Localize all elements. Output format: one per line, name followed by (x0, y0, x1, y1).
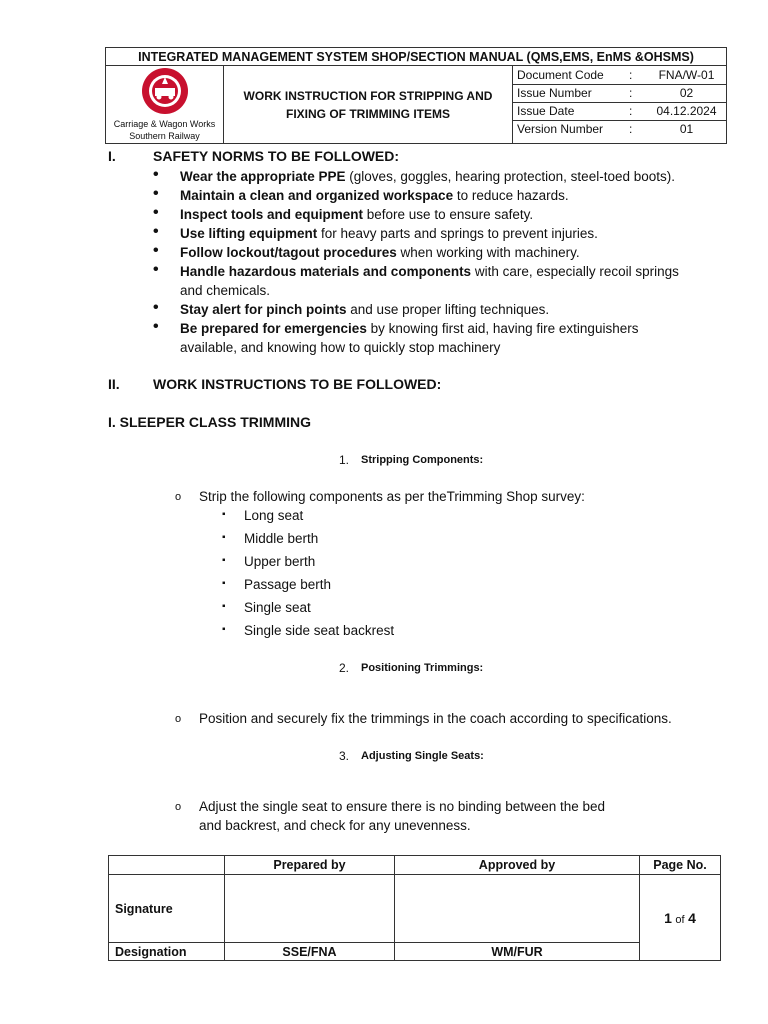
row-designation-label: Designation (109, 943, 225, 961)
document-title-line1: WORK INSTRUCTION FOR STRIPPING AND (243, 88, 493, 103)
square-bullet-icon: ▪ (222, 532, 226, 543)
safety-item-continuation: available, and knowing how to quickly stop machinery (180, 340, 501, 355)
col-prepared-by: Prepared by (225, 856, 395, 875)
section2-number: II. (108, 376, 120, 392)
safety-item (180, 224, 598, 243)
section1-number: I. (108, 148, 116, 164)
prepared-signature (225, 875, 395, 943)
step3-text-line2: and backrest, and check for any unevenness. (199, 818, 471, 833)
safety-item-text: with care, especially recoil springs (471, 264, 679, 279)
bullet-icon: • (153, 185, 159, 202)
square-bullet-icon: ▪ (222, 601, 226, 612)
meta-sep: : (629, 104, 633, 118)
col-approved-by: Approved by (395, 856, 640, 875)
hollow-bullet-icon: o (175, 801, 182, 813)
approval-table (108, 855, 721, 961)
step3-text-line1: Adjust the single seat to ensure there is no binding between the bed (199, 799, 606, 814)
meta-sep: : (629, 86, 633, 100)
approved-designation: WM/FUR (395, 943, 640, 961)
issue-number: 02 (679, 86, 694, 100)
safety-item-text: (gloves, goggles, hearing protection, steel-toed boots). (345, 169, 675, 184)
approved-signature (395, 875, 640, 943)
step2-title: Positioning Trimmings: (361, 662, 484, 674)
meta-label: Document Code (517, 67, 604, 82)
bullet-icon: • (153, 242, 159, 259)
meta-label: Issue Date (517, 104, 575, 118)
component-item: Upper berth (244, 554, 316, 569)
meta-row (513, 102, 726, 120)
manual-title: INTEGRATED MANAGEMENT SYSTEM SHOP/SECTION MANUAL (QMS,EMS, EnMS &OHSMS) (106, 48, 727, 66)
square-bullet-icon: ▪ (222, 624, 226, 635)
safety-item (180, 319, 638, 338)
hollow-bullet-icon: o (175, 491, 182, 503)
page-of: of (675, 913, 685, 926)
bullet-icon: • (153, 318, 159, 335)
bullet-icon: • (153, 204, 159, 221)
org-region: Southern Railway (129, 131, 200, 141)
header-table (105, 47, 727, 144)
step2-number: 2. (339, 661, 350, 675)
square-bullet-icon: ▪ (222, 555, 226, 566)
document-title-cell (224, 66, 513, 144)
meta-label: Issue Number (517, 86, 592, 100)
component-item: Long seat (244, 508, 304, 523)
safety-item-bold: Use lifting equipment (180, 226, 318, 241)
version-number: 01 (679, 121, 694, 136)
bullet-icon: • (153, 223, 159, 240)
empty-cell (109, 856, 225, 875)
component-item: Middle berth (244, 531, 319, 546)
document-code: FNA/W-01 (658, 67, 715, 82)
safety-item-bold: Follow lockout/tagout procedures (180, 245, 397, 260)
issue-date: 04.12.2024 (656, 104, 717, 118)
meta-row (513, 66, 726, 84)
safety-item-text: for heavy parts and springs to prevent injuries. (317, 226, 598, 241)
meta-label: Version Number (517, 121, 604, 136)
bullet-icon: • (153, 166, 159, 183)
safety-item-bold: Inspect tools and equipment (180, 207, 364, 222)
safety-item-bold: Stay alert for pinch points (180, 302, 347, 317)
step1-title: Stripping Components: (361, 454, 484, 466)
section1-heading: SAFETY NORMS TO BE FOLLOWED: (153, 148, 400, 164)
safety-item-bold: Maintain a clean and organized workspace (180, 188, 454, 203)
meta-cell (513, 66, 727, 144)
meta-sep: : (629, 121, 633, 136)
safety-item (180, 205, 533, 224)
safety-item-text: by knowing first aid, having fire extinguishers (366, 321, 639, 336)
square-bullet-icon: ▪ (222, 509, 226, 520)
sleeper-class-heading: I. SLEEPER CLASS TRIMMING (108, 414, 312, 430)
step1-number: 1. (339, 453, 350, 467)
component-item: Single side seat backrest (244, 623, 395, 638)
safety-item-text: to reduce hazards. (453, 188, 569, 203)
safety-item-bold: Handle hazardous materials and components (180, 264, 472, 279)
step3-title: Adjusting Single Seats: (361, 750, 484, 762)
org-name: Carriage & Wagon Works (113, 119, 216, 129)
square-bullet-icon: ▪ (222, 578, 226, 589)
meta-table (513, 66, 726, 137)
col-page-no: Page No. (640, 856, 721, 875)
safety-item (180, 167, 675, 186)
page-total: 4 (688, 909, 696, 926)
safety-item-text: when working with machinery. (396, 245, 580, 260)
safety-item-bold: Wear the appropriate PPE (180, 169, 346, 184)
section2-heading: WORK INSTRUCTIONS TO BE FOLLOWED: (153, 376, 442, 392)
railway-logo-icon (140, 66, 190, 116)
logo-cell (106, 66, 224, 144)
safety-item-bold: Be prepared for emergencies (180, 321, 367, 336)
component-item: Single seat (244, 600, 311, 615)
meta-row (513, 120, 726, 137)
step2-text: Position and securely fix the trimmings in the coach according to specifications. (199, 711, 672, 726)
safety-item-text: and use proper lifting techniques. (346, 302, 550, 317)
safety-item (180, 300, 549, 319)
bullet-icon: • (153, 299, 159, 316)
safety-item (180, 243, 580, 262)
page-current: 1 (664, 909, 672, 926)
page-number (640, 875, 721, 961)
prepared-designation: SSE/FNA (225, 943, 395, 961)
step3-number: 3. (339, 749, 350, 763)
safety-item (180, 186, 569, 205)
safety-item-text: before use to ensure safety. (363, 207, 534, 222)
hollow-bullet-icon: o (175, 713, 182, 725)
component-item: Passage berth (244, 577, 332, 592)
step1-text: Strip the following components as per theTrimming Shop survey: (199, 489, 585, 504)
document-title-line2: FIXING OF TRIMMING ITEMS (286, 106, 450, 121)
safety-item (180, 262, 679, 281)
meta-row (513, 84, 726, 102)
bullet-icon: • (153, 261, 159, 278)
safety-item-continuation: and chemicals. (180, 283, 271, 298)
row-signature-label: Signature (109, 875, 225, 943)
meta-sep: : (629, 67, 633, 82)
